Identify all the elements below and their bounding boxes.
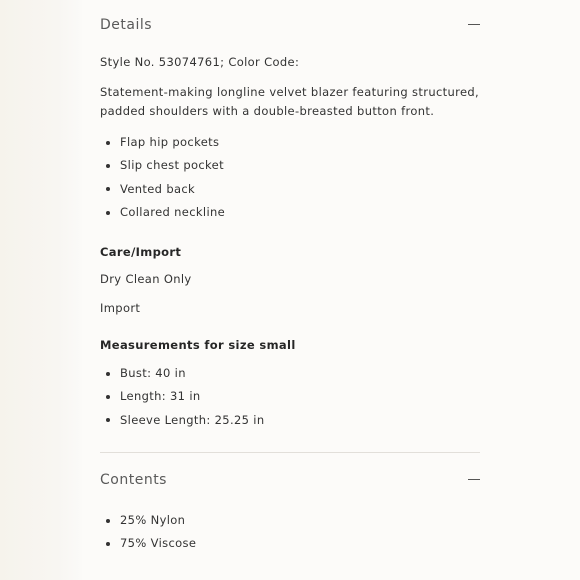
description-line-2: padded shoulders with a double-breasted button front. <box>100 104 435 118</box>
description-line-1: Statement-making longline velvet blazer featuring structured, <box>100 85 480 99</box>
contents-title: Contents <box>100 472 167 488</box>
list-item: 25% Nylon <box>100 509 196 532</box>
collapse-icon[interactable] <box>468 474 480 486</box>
details-title: Details <box>100 17 153 33</box>
contents-accordion-header[interactable] <box>100 467 482 493</box>
list-item: Vented back <box>100 178 225 201</box>
list-item: Slip chest pocket <box>100 154 225 177</box>
measurements-list <box>100 362 265 432</box>
list-item: Collared neckline <box>100 201 225 224</box>
measurements-heading: Measurements for size small <box>100 338 296 352</box>
care-instructions: Dry Clean Only <box>100 272 192 286</box>
care-import-heading: Care/Import <box>100 245 182 259</box>
list-item: Bust: 40 in <box>100 362 265 385</box>
style-number: Style No. 53074761; Color Code: <box>100 55 300 69</box>
details-accordion-header[interactable] <box>100 12 482 38</box>
list-item: 75% Viscose <box>100 532 196 555</box>
import-text: Import <box>100 301 141 315</box>
feature-list <box>100 131 225 225</box>
list-item: Length: 31 in <box>100 385 265 408</box>
list-item: Flap hip pockets <box>100 131 225 154</box>
left-margin <box>0 0 82 580</box>
collapse-icon[interactable] <box>468 19 480 31</box>
contents-list <box>100 509 196 556</box>
section-divider <box>100 452 480 453</box>
list-item: Sleeve Length: 25.25 in <box>100 409 265 432</box>
